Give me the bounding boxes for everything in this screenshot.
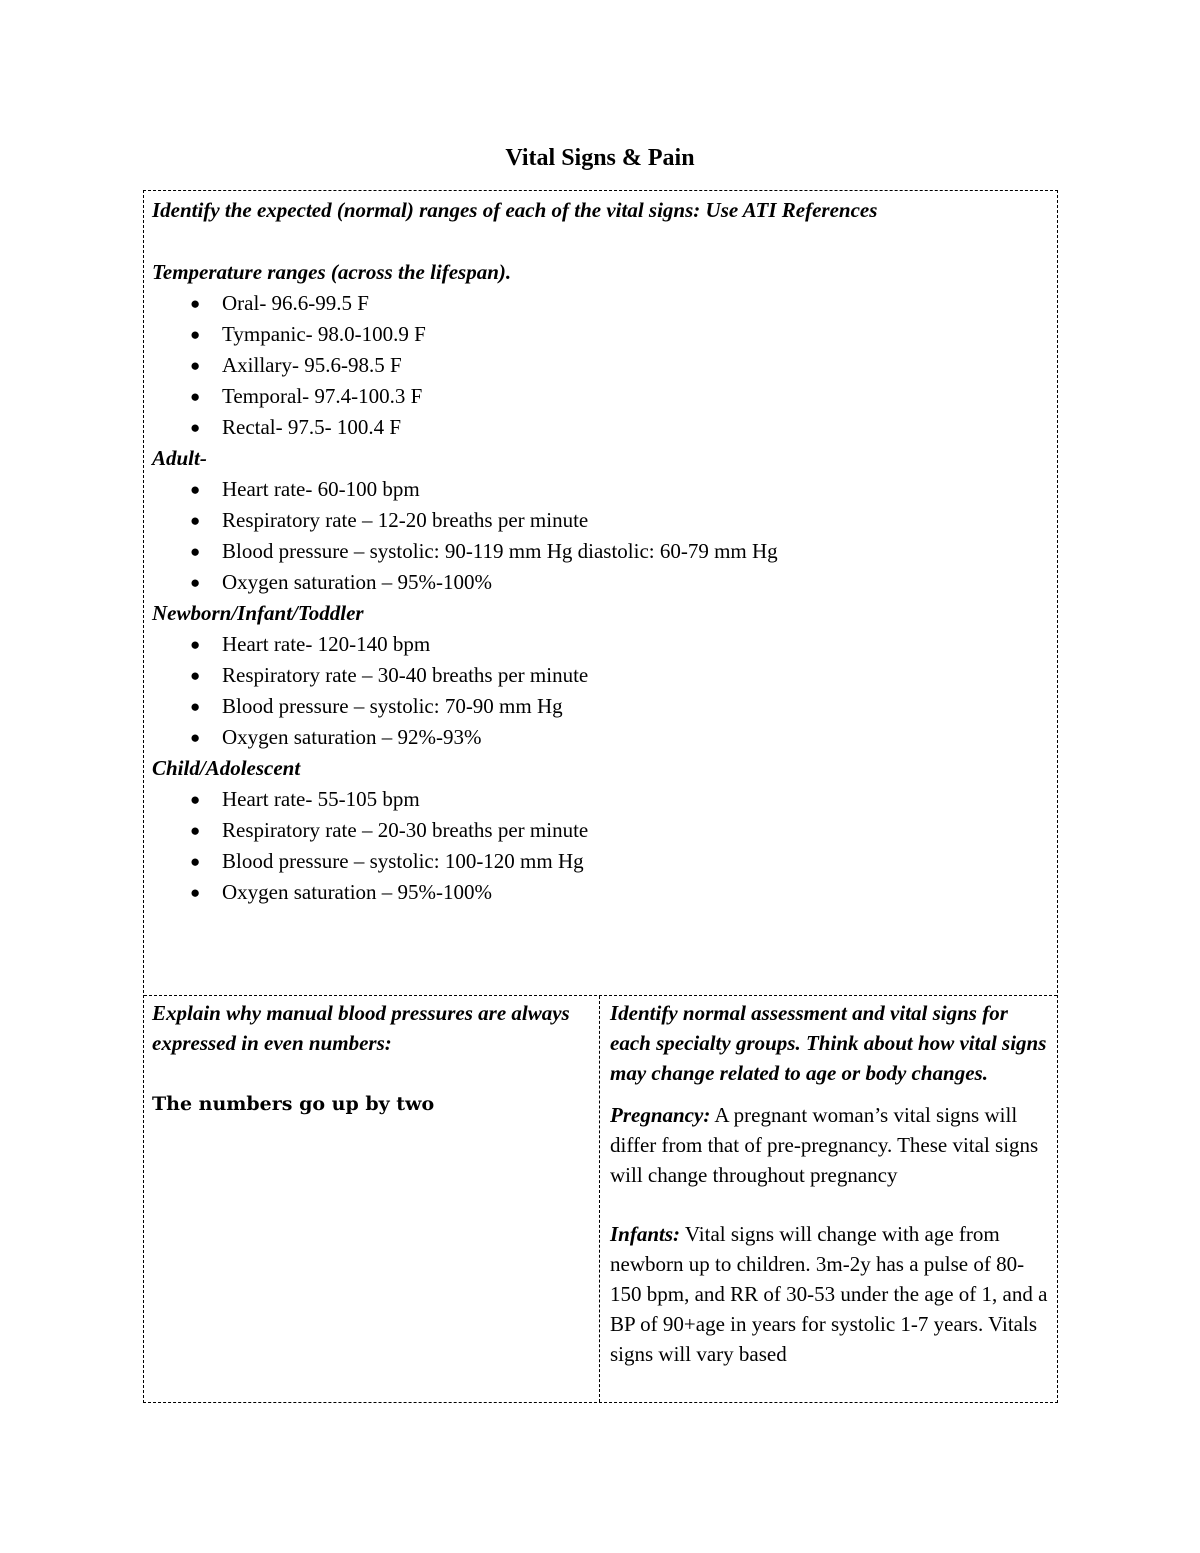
newborn-list <box>152 629 1049 753</box>
bullet-icon: ● <box>190 418 201 437</box>
list-item: ● Respiratory rate – 30-40 breaths per minute <box>152 660 1049 691</box>
manual-bp-answer: The numbers go up by two <box>152 1093 435 1115</box>
temperature-list <box>152 288 1049 443</box>
pregnancy-paragraph <box>610 1100 1049 1190</box>
list-item: ● Oxygen saturation – 92%-93% <box>152 722 1049 753</box>
specialty-cell <box>600 996 1057 1402</box>
spacer <box>610 1088 1049 1100</box>
bullet-icon: ● <box>190 387 201 406</box>
list-item: ● Heart rate- 60-100 bpm <box>152 474 1049 505</box>
worksheet-table <box>143 190 1058 1403</box>
bullet-icon: ● <box>190 511 201 530</box>
bullet-icon: ● <box>190 666 201 685</box>
child-list <box>152 784 1049 908</box>
spacer <box>152 1058 591 1089</box>
list-item: ● Oxygen saturation – 95%-100% <box>152 877 1049 908</box>
infants-label: Infants: <box>610 1222 681 1246</box>
bullet-icon: ● <box>190 852 201 871</box>
specialty-question: Identify normal assessment and vital signs for each specialty groups. Think about how vital signs may change related to age or body changes. <box>610 1001 1047 1085</box>
page-title: Vital Signs & Pain <box>505 145 695 171</box>
list-item: ● Heart rate- 55-105 bpm <box>152 784 1049 815</box>
child-heading: Child/Adolescent <box>152 756 301 780</box>
list-item: ● Respiratory rate – 20-30 breaths per minute <box>152 815 1049 846</box>
manual-bp-question: Explain why manual blood pressures are always expressed in even numbers: <box>152 1001 570 1055</box>
list-item: ● Blood pressure – systolic: 100-120 mm Hg <box>152 846 1049 877</box>
list-item: ● Tympanic- 98.0-100.9 F <box>152 319 1049 350</box>
bullet-icon: ● <box>190 356 201 375</box>
bullet-icon: ● <box>190 573 201 592</box>
adult-list <box>152 474 1049 598</box>
infants-paragraph <box>610 1219 1049 1369</box>
bullet-icon: ● <box>190 325 201 344</box>
spacer <box>152 226 1049 257</box>
list-item: ● Oxygen saturation – 95%-100% <box>152 567 1049 598</box>
bullet-icon: ● <box>190 883 201 902</box>
list-item: ● Heart rate- 120-140 bpm <box>152 629 1049 660</box>
bullet-icon: ● <box>190 697 201 716</box>
infants-text: Vital signs will change with age from newborn up to children. 3m-2y has a pulse of 80-150 bpm, and RR of 30-53 under the age of 1, and a BP of 90+age in years for systolic 1-7 years. Vitals signs will vary based <box>610 1222 1048 1366</box>
ranges-heading: Identify the expected (normal) ranges of each of the vital signs: Use ATI References <box>152 198 878 222</box>
list-item: ● Blood pressure – systolic: 70-90 mm Hg <box>152 691 1049 722</box>
ranges-cell <box>144 191 1057 996</box>
pregnancy-text: A pregnant woman’s vital signs will differ from that of pre-pregnancy. These vital signs will change throughout pregnancy <box>610 1103 1039 1187</box>
manual-bp-cell <box>144 996 600 1402</box>
list-item: ● Axillary- 95.6-98.5 F <box>152 350 1049 381</box>
list-item: ● Temporal- 97.4-100.3 F <box>152 381 1049 412</box>
bullet-icon: ● <box>190 790 201 809</box>
list-item: ● Oral- 96.6-99.5 F <box>152 288 1049 319</box>
bullet-icon: ● <box>190 728 201 747</box>
temperature-heading: Temperature ranges (across the lifespan). <box>152 260 512 284</box>
pregnancy-label: Pregnancy: <box>610 1103 711 1127</box>
bullet-icon: ● <box>190 294 201 313</box>
bullet-icon: ● <box>190 821 201 840</box>
list-item: ● Rectal- 97.5- 100.4 F <box>152 412 1049 443</box>
adult-heading: Adult- <box>152 446 207 470</box>
list-item: ● Blood pressure – systolic: 90-119 mm Hg diastolic: 60-79 mm Hg <box>152 536 1049 567</box>
bullet-icon: ● <box>190 480 201 499</box>
list-item: ● Respiratory rate – 12-20 breaths per minute <box>152 505 1049 536</box>
bullet-icon: ● <box>190 635 201 654</box>
spacer <box>610 1190 1049 1219</box>
newborn-heading: Newborn/Infant/Toddler <box>152 601 364 625</box>
bullet-icon: ● <box>190 542 201 561</box>
